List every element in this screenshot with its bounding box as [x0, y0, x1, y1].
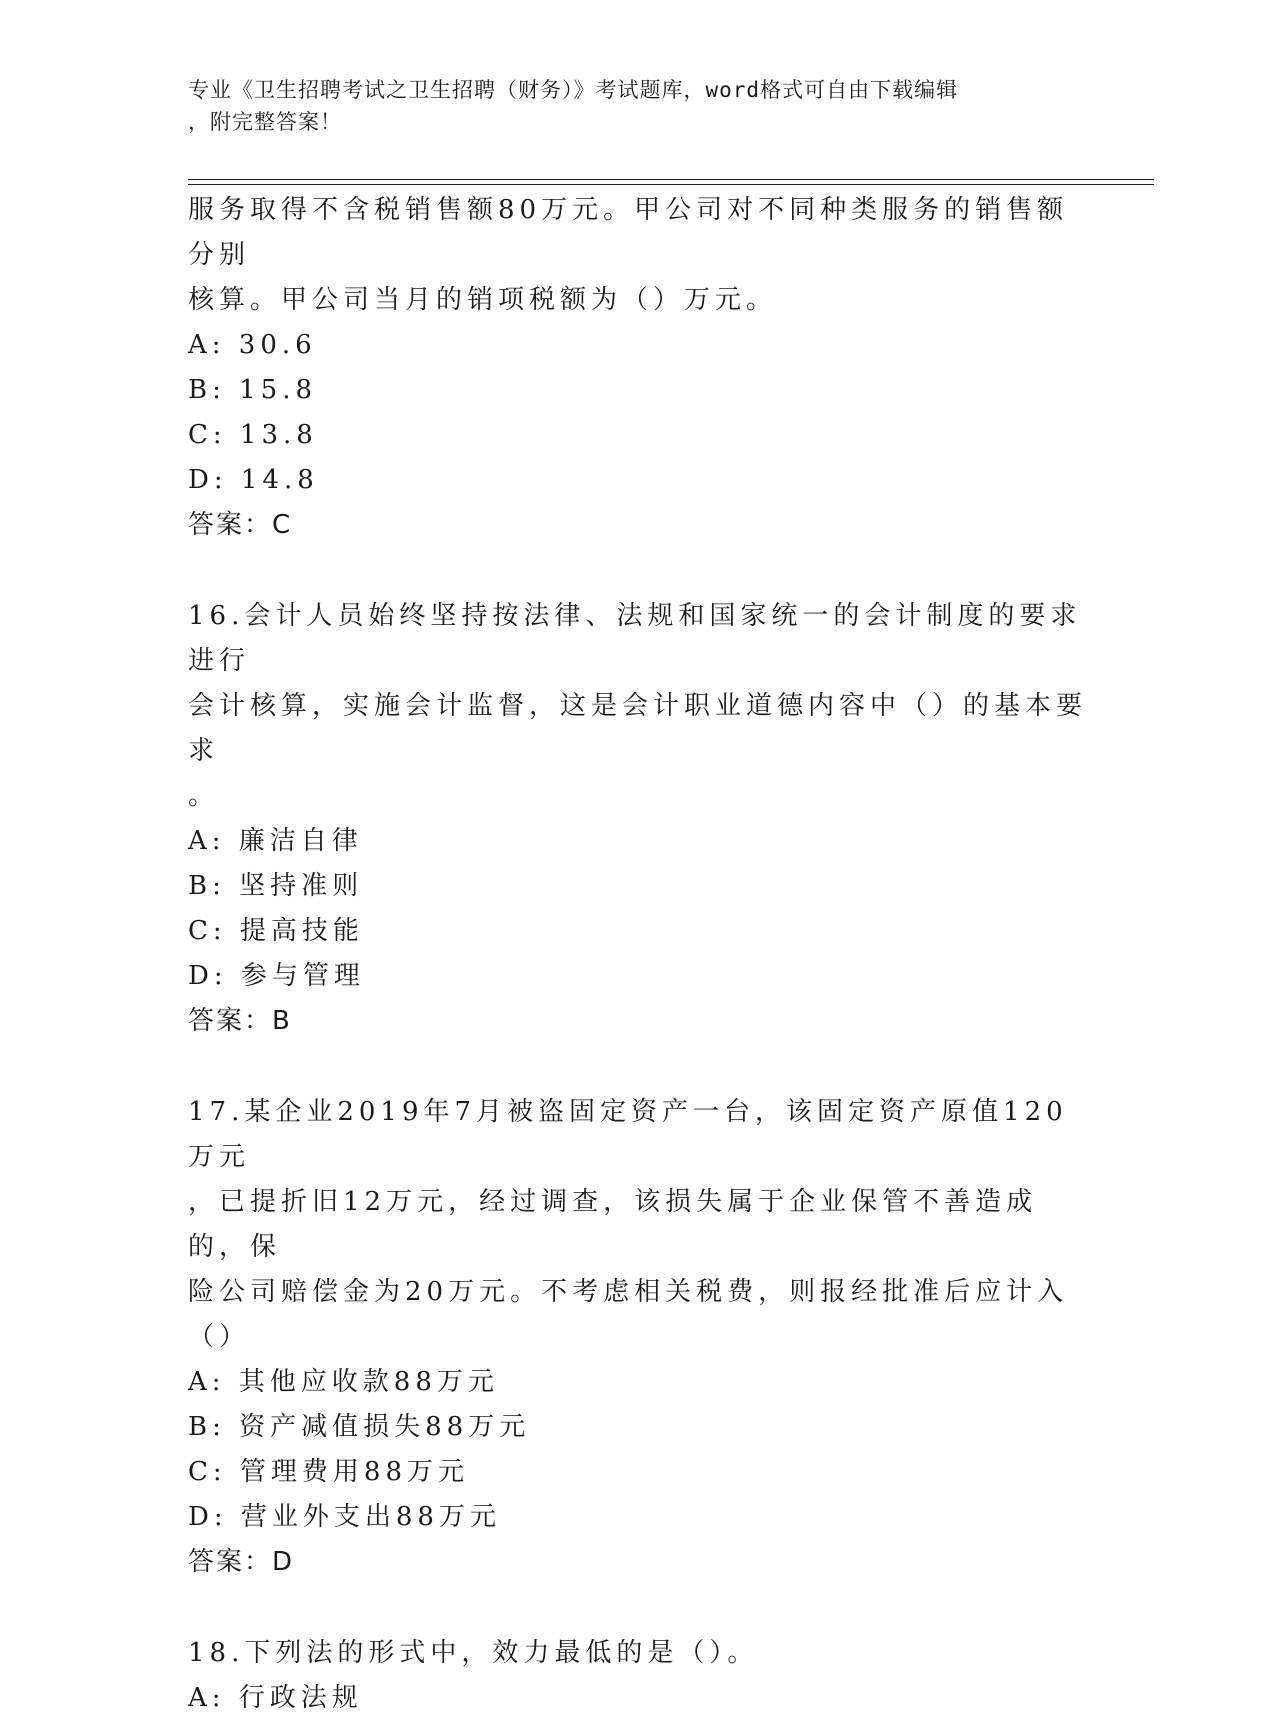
- question-15-answer: 答案：C: [188, 510, 293, 540]
- question-17-option-c: C: 管理费用88万元: [188, 1457, 470, 1487]
- header-divider-top: [188, 179, 1154, 180]
- question-17-option-d: D: 营业外支出88万元: [188, 1502, 501, 1532]
- question-16-text-line-3: 。: [188, 781, 220, 811]
- question-15-option-d: D: 14.8: [188, 465, 319, 495]
- header-line-2: ，附完整答案！: [188, 110, 342, 134]
- question-18-option-a: A: 行政法规: [188, 1683, 363, 1713]
- question-15-option-a: A: 30.6: [188, 330, 317, 360]
- question-18-text-line-1: 18.下列法的形式中，效力最低的是（）。: [188, 1638, 759, 1668]
- question-16-option-c: C: 提高技能: [188, 916, 364, 946]
- question-18: [188, 1631, 1088, 1721]
- header-divider-bottom: [188, 184, 1154, 185]
- question-17-text-line-3: 险公司赔偿金为20万元。不考虑相关税费，则报经批准后应计入（）: [188, 1277, 1069, 1352]
- header-line-1: 专业《卫生招聘考试之卫生招聘（财务）》考试题库，word格式可自由下载编辑: [188, 78, 959, 102]
- question-17-option-b: B: 资产减值损失88万元: [188, 1412, 531, 1442]
- question-16-text-line-2: 会计核算，实施会计监督，这是会计职业道德内容中（）的基本要求: [188, 691, 1088, 766]
- question-16-text-line-1: 16.会计人员始终坚持按法律、法规和国家统一的会计制度的要求进行: [188, 601, 1082, 676]
- question-15-option-c: C: 13.8: [188, 420, 318, 450]
- question-16: [188, 594, 1088, 1044]
- question-17-text-line-2: ，已提折旧12万元，经过调查，该损失属于企业保管不善造成的，保: [188, 1187, 1038, 1262]
- question-15-text-line-2: 核算。甲公司当月的销项税额为（）万元。: [188, 285, 778, 315]
- question-15-option-b: B: 15.8: [188, 375, 318, 405]
- question-16-option-b: B: 坚持准则: [188, 871, 364, 901]
- question-content: [188, 188, 1088, 1721]
- question-16-option-d: D: 参与管理: [188, 961, 365, 991]
- question-17-text-line-1: 17.某企业2019年7月被盗固定资产一台，该固定资产原值120万元: [188, 1097, 1068, 1172]
- document-header: [188, 74, 1068, 138]
- spacer: [188, 548, 1088, 594]
- question-15: [188, 188, 1088, 548]
- spacer: [188, 1044, 1088, 1090]
- question-17-option-a: A: 其他应收款88万元: [188, 1367, 499, 1397]
- question-16-answer: 答案：B: [188, 1006, 292, 1036]
- question-17: [188, 1090, 1088, 1585]
- question-15-text-line-1: 服务取得不含税销售额80万元。甲公司对不同种类服务的销售额分别: [188, 195, 1069, 270]
- question-16-option-a: A: 廉洁自律: [188, 826, 363, 856]
- spacer: [188, 1585, 1088, 1631]
- question-17-answer: 答案：D: [188, 1547, 295, 1577]
